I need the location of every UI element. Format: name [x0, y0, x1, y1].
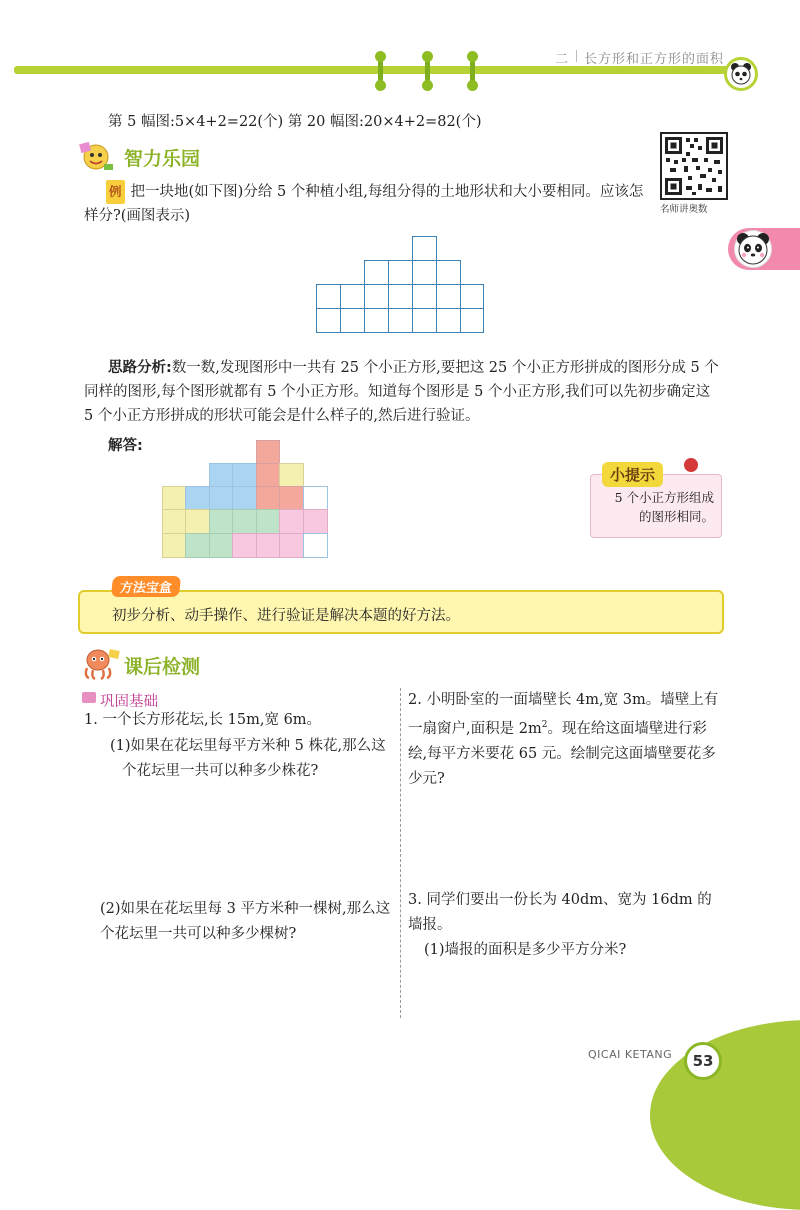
pushpin-icon [684, 458, 698, 472]
section-title-puzzle: 智力乐园 [124, 148, 201, 170]
region-pink-cell [279, 533, 304, 558]
region-yellow-cell [162, 533, 186, 558]
region-blue-cell [209, 463, 233, 487]
binder-ring-icon [378, 54, 383, 88]
analysis-label: 思路分析: [108, 360, 172, 376]
region-pink-cell [303, 509, 328, 534]
region-yellow-cell [162, 509, 186, 534]
grid-cell [303, 486, 328, 510]
chapter-number: 二 [555, 52, 570, 67]
region-green-cell [209, 509, 233, 534]
grid-cell [364, 260, 389, 285]
grid-cell [412, 308, 437, 333]
chapter-title: 长方形和正方形的面积 [584, 52, 725, 67]
grid-cell [460, 284, 484, 309]
region-yellow-cell [185, 509, 210, 534]
analysis-text: 数一数,发现图形中一共有 25 个小正方形,要把这 25 个小正方形拼成的图形分成 5 个同样的图形,每个图形就都有 5 个小正方形。知道每个图形是 5 个小正方形,我们可以先初步确定这 5 个小正方形拼成的形状可能会是什么样子的,然后进行验证。 [84, 360, 719, 424]
region-green-cell [256, 509, 280, 534]
grid-cell [316, 284, 341, 309]
column-divider [400, 688, 401, 1018]
footer-brand: QICAI KETANG [588, 1048, 673, 1061]
question-2-superscript: 2 [541, 720, 548, 730]
region-red-cell [256, 486, 280, 510]
grid-cell [436, 308, 461, 333]
example-text: 把一块地(如下图)分给 5 个种植小组,每组分得的土地形状和大小要相同。应该怎样分?(画图表示) [84, 184, 644, 224]
book-icon [82, 692, 96, 703]
region-blue-cell [232, 486, 257, 510]
grid-cell [412, 284, 437, 309]
grid-cell [412, 260, 437, 285]
region-green-cell [232, 509, 257, 534]
qr-code-icon[interactable] [660, 132, 728, 200]
grid-cell [436, 260, 461, 285]
region-blue-cell [232, 463, 257, 487]
region-blue-cell [185, 486, 210, 510]
question-3-part-1: (1)墙报的面积是多少平方分米? [424, 942, 627, 958]
region-red-cell [256, 440, 280, 464]
tip-text: 5 个小正方形组成的图形相同。 [614, 490, 714, 524]
grid-cell [303, 533, 328, 558]
grid-cell [340, 308, 365, 333]
answer-label: 解答: [108, 438, 143, 454]
region-yellow-cell [279, 463, 304, 487]
grid-cell [412, 236, 437, 261]
question-1-part-1: (1)如果在花坛里每平方米种 5 株花,那么这个花坛里一共可以种多少株花? [110, 738, 386, 779]
tip-title: 小提示 [602, 462, 663, 487]
grid-cell [364, 284, 389, 309]
question-2-text: 2. 小明卧室的一面墙壁长 4m,宽 3m。墙壁上有一扇窗户,面积是 2m [408, 692, 719, 737]
region-pink-cell [232, 533, 257, 558]
example-badge: 例 [106, 180, 125, 204]
question-3-title: 3. 同学们要出一份长为 40dm、宽为 16dm 的墙报。 [408, 892, 712, 933]
grid-cell [460, 308, 484, 333]
grid-cell [364, 308, 389, 333]
grid-cell [316, 308, 341, 333]
question-1-part-2: (2)如果在花坛里每 3 平方米种一棵树,那么这个花坛里一共可以种多少棵树? [100, 901, 391, 942]
chapter-divider [576, 50, 577, 62]
region-pink-cell [279, 509, 304, 534]
question-2-text-end: 。现在给这面墙壁进行彩绘,每平方米要花 65 元。绘制完这面墙壁要花多少元? [408, 720, 716, 787]
region-red-cell [256, 463, 280, 487]
previous-answer-line: 第 5 幅图:5×4+2=22(个) 第 20 幅图:20×4+2=82(个) [108, 114, 482, 130]
qr-caption: 名师讲奥数 [660, 204, 708, 215]
grid-cell [388, 284, 413, 309]
method-label: 方法宝盒 [111, 576, 181, 597]
panda-logo-icon [724, 57, 758, 91]
octopus-character-icon [78, 646, 122, 682]
question-2 [408, 688, 722, 792]
analysis-paragraph [84, 356, 720, 428]
binder-ring-icon [425, 54, 430, 88]
example-problem [84, 180, 654, 228]
region-yellow-cell [162, 486, 186, 510]
region-blue-cell [209, 486, 233, 510]
binder-ring-icon [470, 54, 475, 88]
grid-cell [388, 308, 413, 333]
page-number: 53 [684, 1042, 722, 1080]
region-pink-cell [256, 533, 280, 558]
grid-cell [340, 284, 365, 309]
solution-grid-figure [162, 440, 328, 558]
grid-cell [436, 284, 461, 309]
footer-arc [650, 1020, 800, 1210]
section-title-after-class: 课后检测 [124, 656, 201, 678]
method-text: 初步分析、动手操作、进行验证是解决本题的好方法。 [112, 608, 460, 624]
land-grid-bottom-row [316, 308, 484, 333]
puzzle-character-icon [76, 140, 116, 170]
region-green-cell [209, 533, 233, 558]
question-1-title: 1. 一个长方形花坛,长 15m,宽 6m。 [84, 712, 322, 728]
grid-cell [388, 260, 413, 285]
region-green-cell [185, 533, 210, 558]
panda-icon [734, 230, 772, 268]
subsection-title: 巩固基础 [100, 694, 158, 710]
region-red-cell [279, 486, 304, 510]
header-bar [14, 66, 740, 74]
